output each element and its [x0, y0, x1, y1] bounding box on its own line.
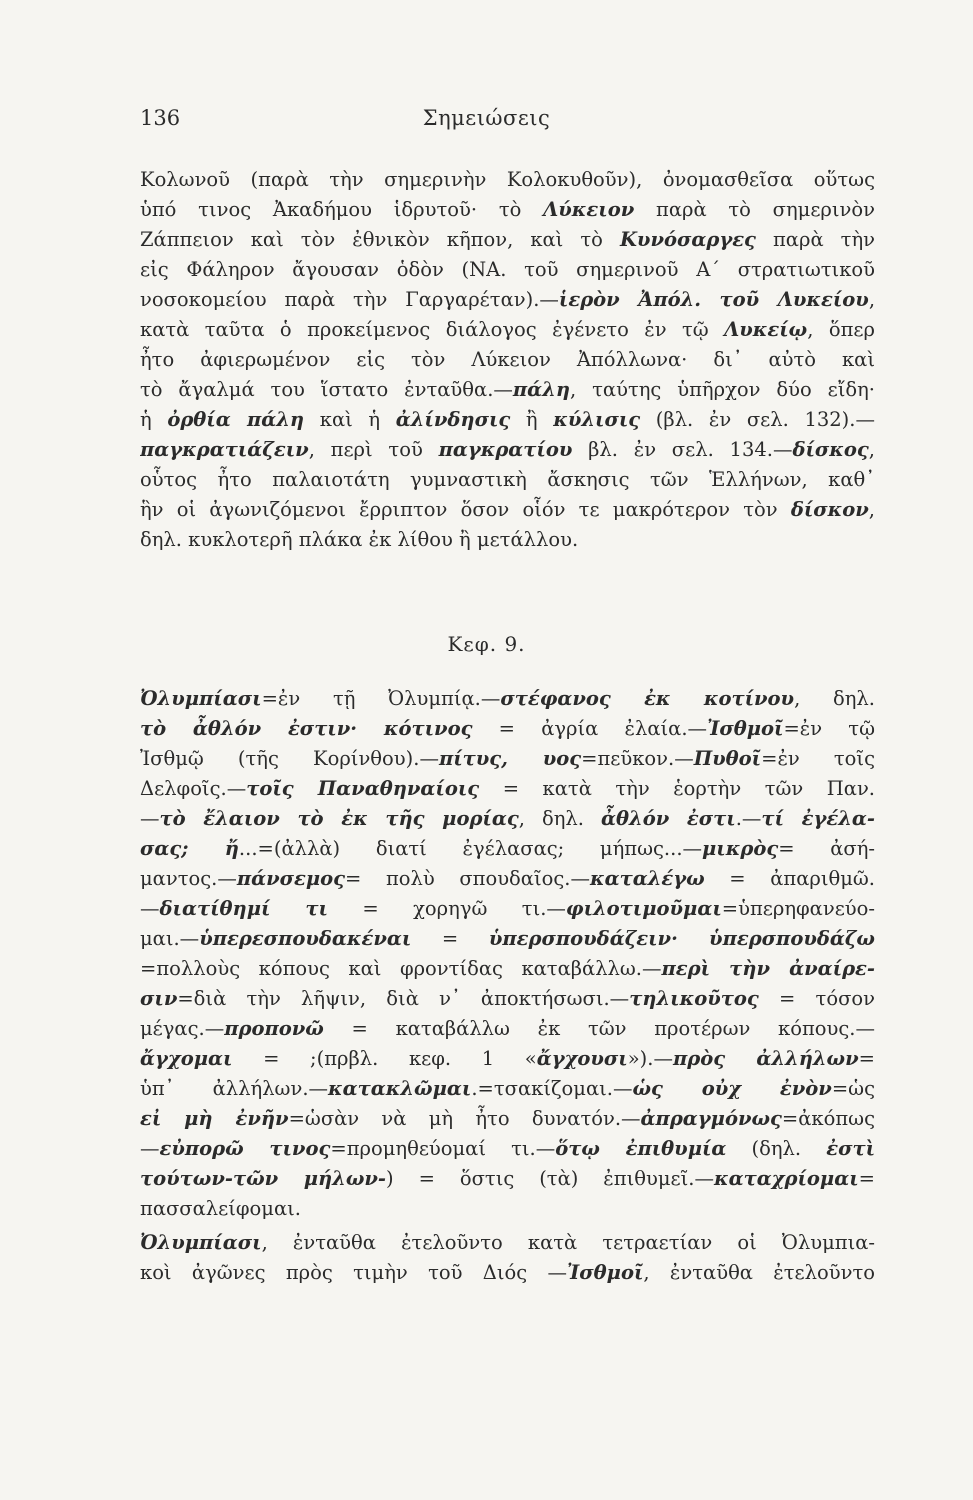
headword: δίσκος	[792, 438, 869, 461]
headword: πρὸς ἀλλήλων	[673, 1047, 859, 1070]
text-line: ἣν οἱ ἀγωνιζόμενοι ἔρριπτον ὅσον οἷόν τε μακρότερον τὸν δίσκον,	[140, 498, 875, 521]
text-line: Ζάππειον καὶ τὸν ἐθνικὸν κῆπον, καὶ τὸ Κυνόσαργες παρὰ τὴν	[140, 228, 875, 251]
paragraph-notes-cont	[140, 165, 875, 555]
text-line: ἦτο ἀφιερωμένον εἰς τὸν Λύκειον Ἀπόλλωνα· δι᾽ αὐτὸ καὶ	[140, 348, 875, 371]
headword: διατίθημί τι	[159, 897, 328, 920]
text-line: τὸ ἄγαλμά του ἵστατο ἐνταῦθα.—πάλη, ταύτης ὑπῆρχον δύο εἴδη·	[140, 378, 875, 401]
page-number: 136	[140, 106, 181, 130]
text-line: δηλ. κυκλοτερῆ πλάκα ἐκ λίθου ἢ μετάλλου.	[140, 528, 579, 551]
headword: καταχρίομαι	[713, 1167, 859, 1190]
headword: Λύκειον	[543, 198, 635, 221]
headword: εὐπορῶ τινος	[159, 1137, 331, 1160]
text-line: κατὰ ταῦτα ὁ προκείμενος διάλογος ἐγένετο ἐν τῷ Λυκείῳ, ὅπερ	[140, 318, 875, 341]
text-line: εἰ μὴ ἐνῆν=ὡσὰν νὰ μὴ ἦτο δυνατόν.—ἀπραγμόνως=ἀκόπως	[140, 1107, 875, 1130]
text-line: νοσοκομείου παρὰ τὴν Γαργαρέταν).—ἱερὸν Ἀπόλ. τοῦ Λυκείου,	[140, 288, 875, 311]
running-title: Σημειώσεις	[422, 106, 551, 130]
headword: ἀπραγμόνως	[640, 1107, 782, 1130]
headword: ἄγχομαι	[140, 1047, 233, 1070]
text-line: τὸ ἆθλόν ἐστιν· κότινος = ἀγρία ἐλαία.—Ἰσθμοῖ=ἐν τῷ	[140, 717, 875, 740]
paragraph-olympia	[140, 1228, 875, 1288]
headword: ἐστὶ	[826, 1137, 875, 1160]
headword: τί ἐγέλα-	[761, 807, 875, 830]
headword: τοῖς Παναθηναίοις	[246, 777, 480, 800]
text-line: τούτων-τῶν μήλων-) = ὅστις (τὰ) ἐπιθυμεῖ.—καταχρίομαι=	[140, 1167, 875, 1190]
text-line: —εὐπορῶ τινος=προμηθεύομαί τι.—ὅτῳ ἐπιθυμία (δηλ. ἐστὶ	[140, 1137, 875, 1160]
headword: τούτων-τῶν μήλων-	[140, 1167, 387, 1190]
headword: ἆθλόν ἐστι	[601, 807, 736, 830]
headword: Ἰσθμοῖ	[707, 717, 784, 740]
headword: παγκρατιάζειν	[140, 438, 309, 461]
headword: Ὀλυμπίασι	[140, 687, 262, 710]
text-line: ὑπό τινος Ἀκαδήμου ἱδρυτοῦ· τὸ Λύκειον παρὰ τὸ σημερινὸν	[140, 198, 875, 221]
text-line: Κολωνοῦ (παρὰ τὴν σημερινὴν Κολοκυθοῦν), ὀνομασθεῖσα οὕτως	[140, 168, 875, 191]
text-line: μαντος.—πάνσεμος= πολὺ σπουδαῖος.—καταλέγω = ἀπαριθμῶ.	[140, 867, 875, 890]
headword: εἰ μὴ ἐνῆν	[140, 1107, 289, 1130]
text-line: Ὀλυμπίασι, ἐνταῦθα ἐτελοῦντο κατὰ τετραετίαν οἱ Ὀλυμπια-	[140, 1231, 875, 1254]
page-header	[0, 96, 973, 136]
headword: μικρὸς	[702, 837, 779, 860]
headword: ἀλίνδησις	[395, 408, 511, 431]
paragraph-chapter-9-glossary	[140, 684, 875, 1224]
headword: Κυνόσαργες	[619, 228, 756, 251]
headword: προπονῶ	[224, 1017, 324, 1040]
headword: ὀρθία πάλη	[167, 408, 305, 431]
headword: τηλικοῦτος	[629, 987, 759, 1010]
text-line: =πολλοὺς κόπους καὶ φροντίδας καταβάλλω.—περὶ τὴν ἀναίρε-	[140, 957, 875, 980]
headword: κατακλῶμαι	[328, 1077, 472, 1100]
text-line: οὗτος ἦτο παλαιοτάτη γυμναστικὴ ἄσκησις τῶν Ἑλλήνων, καθ᾽	[140, 468, 875, 491]
headword: πάνσεμος	[236, 867, 346, 890]
headword: ὑπερεσπουδακέναι	[199, 927, 412, 950]
headword: κύλισις	[553, 408, 641, 431]
headword: σιν	[140, 987, 178, 1010]
headword: φιλοτιμοῦμαι	[565, 897, 722, 920]
chapter-heading: Κεφ. 9.	[447, 632, 526, 656]
text-line: ἄγχομαι = ;(πρβλ. κεφ. 1 «ἄγχουσι»).—πρὸς ἀλλήλων=	[140, 1047, 875, 1070]
headword: τὸ ἆθλόν ἐστιν· κότινος	[140, 717, 473, 740]
headword: ὅτῳ ἐπιθυμία	[555, 1137, 727, 1160]
headword: πάλη	[512, 378, 571, 401]
headword: ἱερὸν Ἀπόλ. τοῦ Λυκείου	[558, 288, 869, 311]
headword: Ἰσθμοῖ	[567, 1261, 644, 1284]
headword: Πυθοῖ	[693, 747, 762, 770]
headword: πίτυς, υος	[438, 747, 582, 770]
text-line: Ἰσθμῷ (τῆς Κορίνθου).—πίτυς, υος=πεῦκον.—Πυθοῖ=ἐν τοῖς	[140, 747, 875, 770]
text-line: σιν=διὰ τὴν λῆψιν, διὰ ν᾽ ἀποκτήσωσι.—τηλικοῦτος = τόσον	[140, 987, 875, 1010]
headword: σας; ἤ	[140, 837, 239, 860]
text-line: κοὶ ἀγῶνες πρὸς τιμὴν τοῦ Διός —Ἰσθμοῖ, ἐνταῦθα ἐτελοῦντο	[140, 1261, 875, 1284]
headword: ὡς οὐχ ἐνὸν	[632, 1077, 832, 1100]
headword: στέφανος ἐκ κοτίνου	[500, 687, 795, 710]
headword: παγκρατίου	[438, 438, 573, 461]
text-line: σας; ἤ...=(ἀλλὰ) διατί ἐγέλασας; μήπως...—μικρὸς= ἀσή-	[140, 837, 875, 860]
headword: Ὀλυμπίασι	[140, 1231, 262, 1254]
text-line: ὑπ᾽ ἀλλήλων.—κατακλῶμαι.=τσακίζομαι.—ὡς οὐχ ἐνὸν=ὡς	[140, 1077, 875, 1100]
text-line: παγκρατιάζειν, περὶ τοῦ παγκρατίου βλ. ἐν σελ. 134.—δίσκος,	[140, 438, 875, 461]
text-line: Ὀλυμπίασι=ἐν τῇ Ὀλυμπίᾳ.—στέφανος ἐκ κοτίνου, δηλ.	[140, 687, 875, 710]
headword: καταλέγω	[589, 867, 705, 890]
headword: τὸ ἔλαιον τὸ ἐκ τῆς μορίας	[159, 807, 519, 830]
headword: ὑπερσπουδάζειν· ὑπερσπουδάζω	[488, 927, 875, 950]
headword: περὶ τὴν ἀναίρε-	[661, 957, 875, 980]
headword: Λυκείῳ	[724, 318, 808, 341]
text-line: μέγας.—προπονῶ = καταβάλλω ἐκ τῶν προτέρων κόπους.—	[140, 1017, 875, 1040]
text-line: μαι.—ὑπερεσπουδακέναι = ὑπερσπουδάζειν· ὑπερσπουδάζω	[140, 927, 875, 950]
text-line: Δελφοῖς.—τοῖς Παναθηναίοις = κατὰ τὴν ἑορτὴν τῶν Παν.	[140, 777, 875, 800]
headword: δίσκον	[790, 498, 869, 521]
text-line: πασσαλείφομαι.	[140, 1197, 301, 1220]
text-line: εἰς Φάληρον ἄγουσαν ὁδὸν (ΝΑ. τοῦ σημερινοῦ Α΄ στρατιωτικοῦ	[140, 258, 875, 281]
text-line: ἡ ὀρθία πάλη καὶ ἡ ἀλίνδησις ἢ κύλισις (βλ. ἐν σελ. 132).—	[140, 408, 875, 431]
text-line: —διατίθημί τι = χορηγῶ τι.—φιλοτιμοῦμαι=ὑπερηφανεύο-	[140, 897, 875, 920]
text-line: —τὸ ἔλαιον τὸ ἐκ τῆς μορίας, δηλ. ἆθλόν ἐστι.—τί ἐγέλα-	[140, 807, 875, 830]
headword: ἄγχουσι	[536, 1047, 628, 1070]
